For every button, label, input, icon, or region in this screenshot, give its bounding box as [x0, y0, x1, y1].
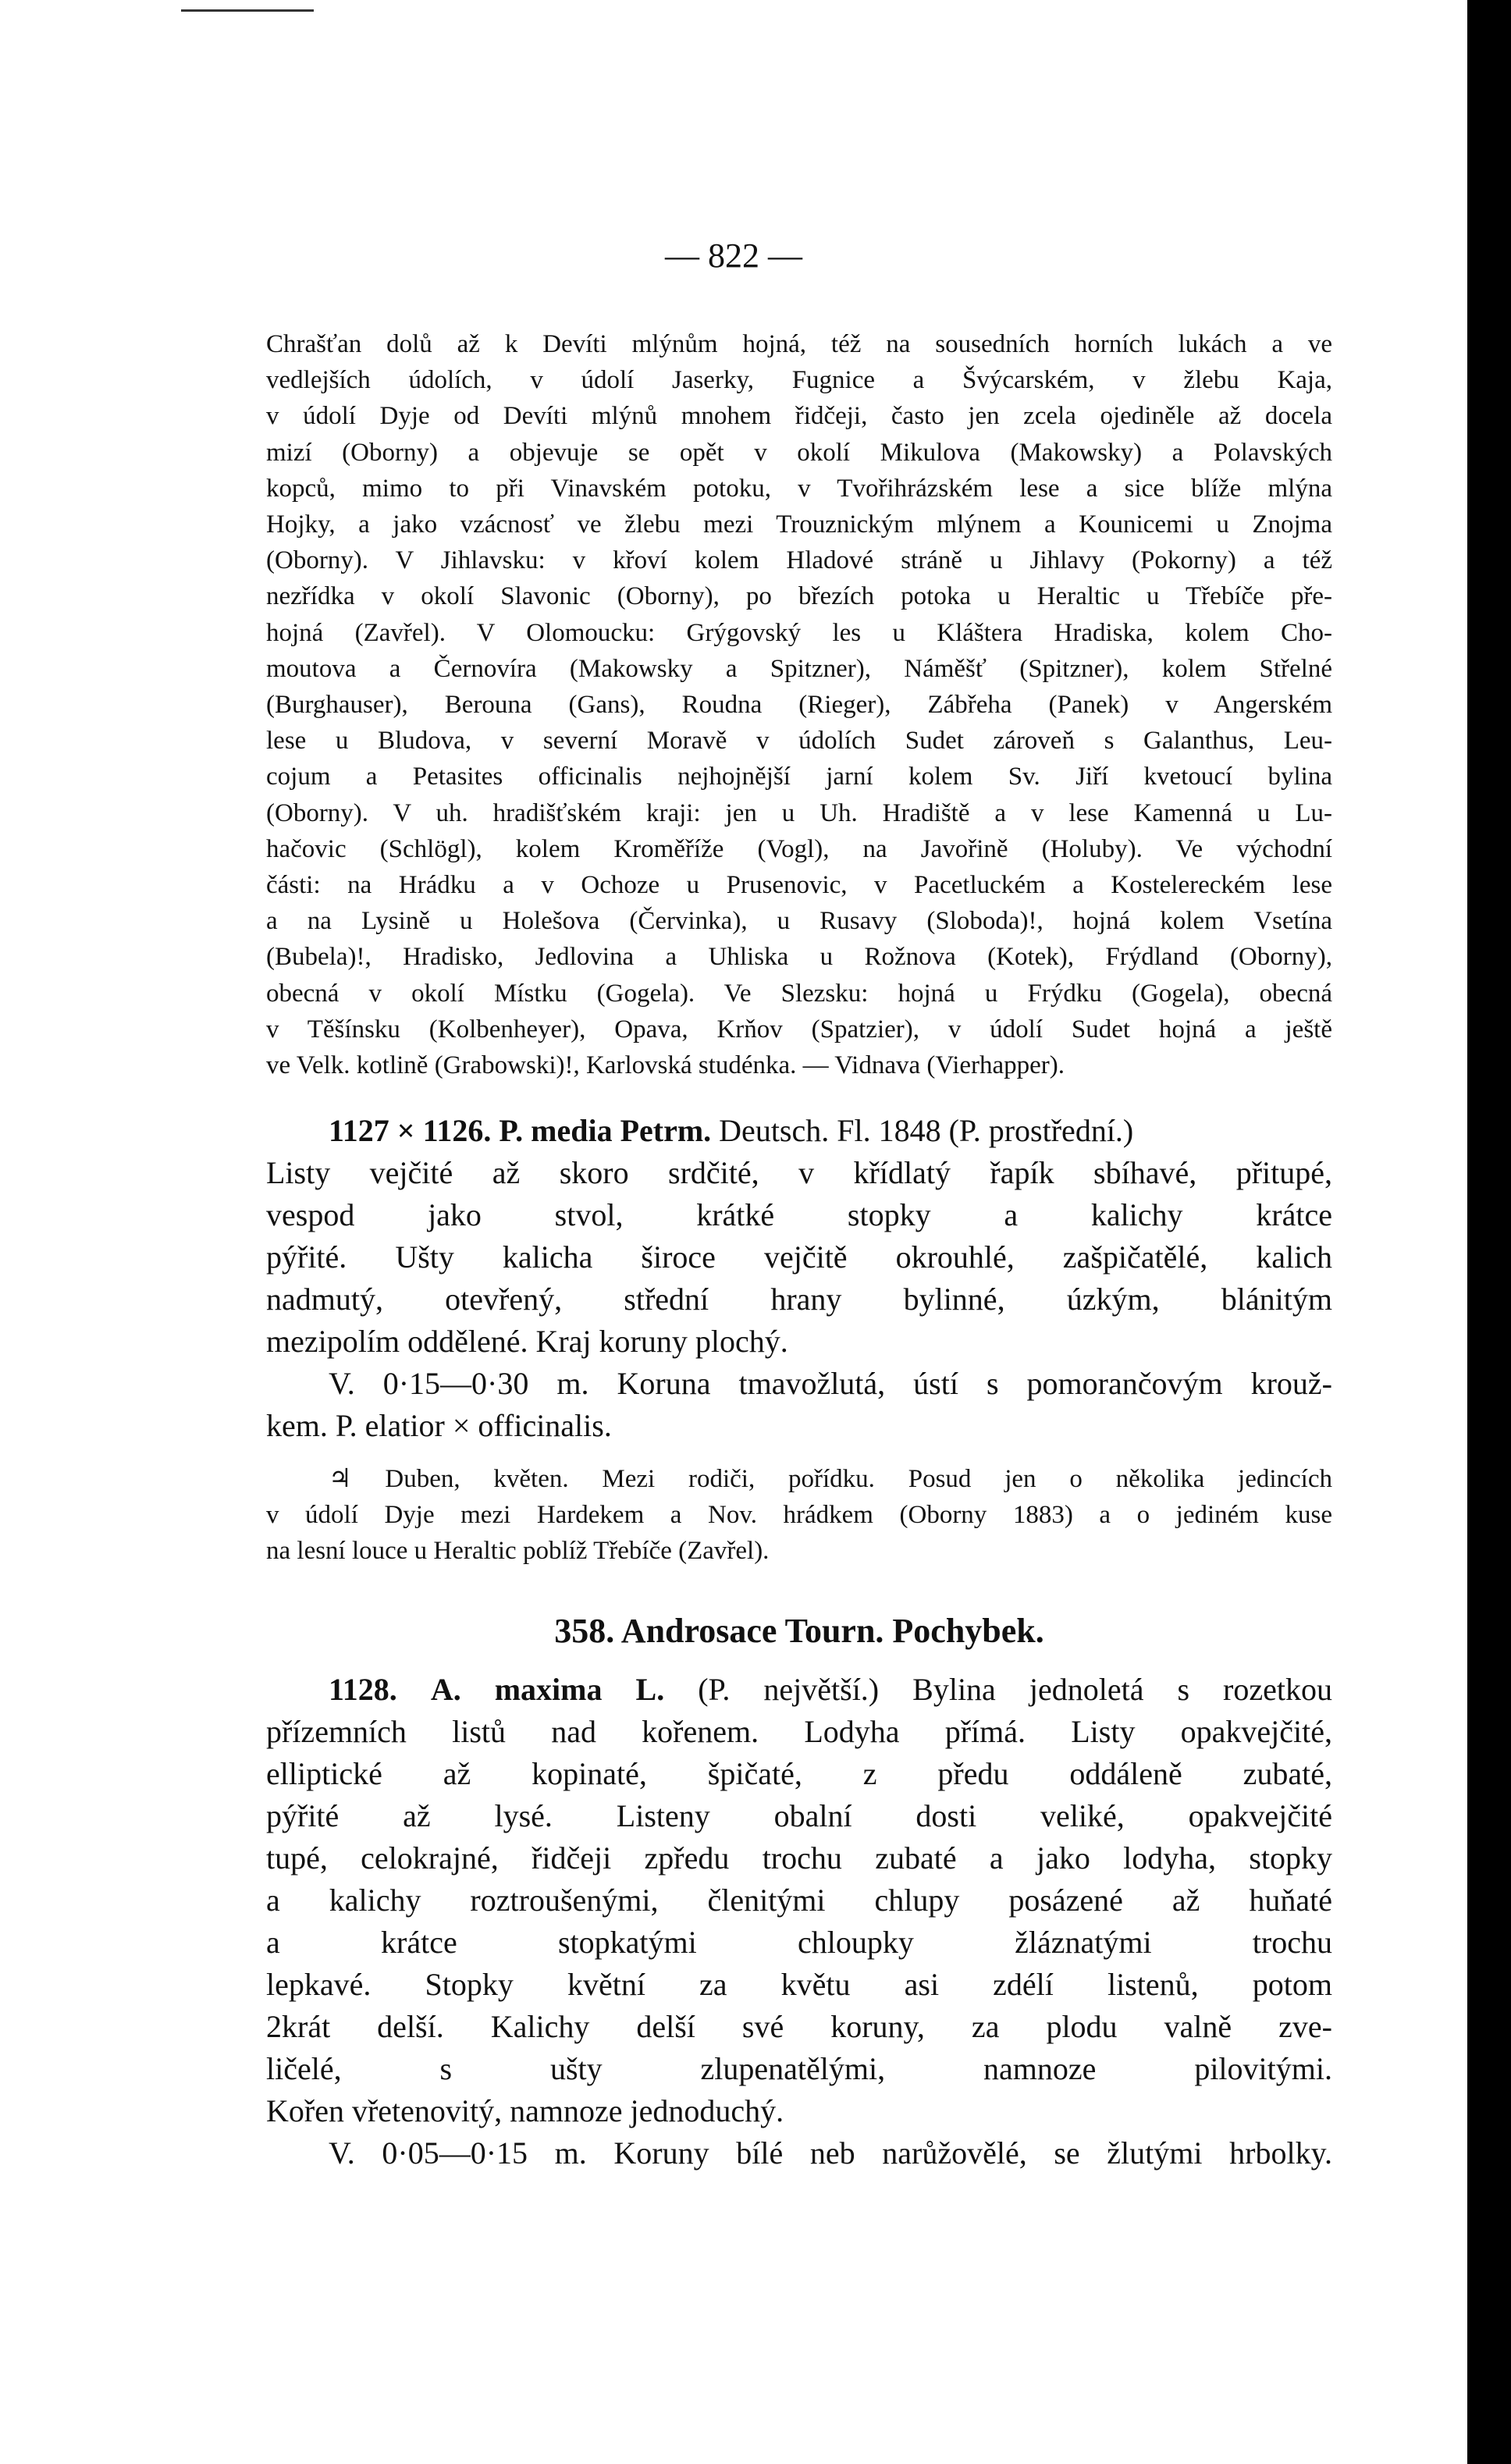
page-number: — 822 —	[665, 236, 802, 275]
text-line: cojum a Petasites officinalis nejhojnější jarní kolem Sv. Jiří kvetoucí bylina	[266, 763, 1332, 791]
size-line: V. 0·05—0·15 m. Koruny bílé neb narůžovělé, se žlutými hrbolky.	[329, 2135, 1332, 2171]
scan-border	[1467, 0, 1511, 2464]
phenology-line: ♃ Duben, květen. Mezi rodiči, pořídku. Posud jen o několika jedincích	[329, 1465, 1332, 1493]
text-line: v Těšínsku (Kolbenheyer), Opava, Krňov (Spatzier), v údolí Sudet hojná a ještě	[266, 1015, 1332, 1044]
text-line: vedlejších údolích, v údolí Jaserky, Fugnice a Švýcarském, v žlebu Kaja,	[266, 366, 1332, 395]
entry-1128	[266, 1669, 1332, 2174]
entry-number: 1127 × 1126.	[329, 1113, 492, 1148]
description-line: Listy vejčité až skoro srdčité, v křídlatý řapík sbíhavé, přitupé,	[266, 1155, 1332, 1190]
text-line: (Oborny). V Jihlavsku: v křoví kolem Hladové stráně u Jihlavy (Pokorny) a též	[266, 546, 1332, 575]
entry-1127	[266, 1110, 1332, 1447]
description-line: a krátce stopkatými chloupky žláznatými trochu	[266, 1925, 1332, 1960]
citation: Deutsch. Fl. 1848 (P. prostřední.)	[719, 1113, 1134, 1148]
description-line: elliptické až kopinaté, špičaté, z předu oddáleně zubaté,	[266, 1756, 1332, 1791]
description-line: nadmutý, otevřený, střední hrany bylinné, úzkým, blánitým	[266, 1282, 1332, 1317]
size-line: V. 0·15—0·30 m. Koruna tmavožlutá, ústí s pomorančovým krouž-	[329, 1366, 1332, 1401]
phenology-line: na lesní louce u Heraltic poblíž Třebíče (Zavřel).	[266, 1537, 770, 1566]
entry-number: 1128.	[329, 1672, 397, 1707]
genus-heading: 358. Androsace Tourn. Pochybek.	[554, 1612, 1044, 1650]
phenology-1127	[266, 1461, 1332, 1570]
description-line: pýřité. Ušty kalicha široce vejčitě okrouhlé, zašpičatělé, kalich	[266, 1239, 1332, 1275]
text-line: kopců, mimo to při Vinavském potoku, v Tvořihrázském lese a sice blíže mlýna	[266, 474, 1332, 503]
text-line: (Burghauser), Berouna (Gans), Roudna (Rieger), Zábřeha (Panek) v Angerském	[266, 691, 1332, 720]
text-line: lese u Bludova, v severní Moravě v údolích Sudet zároveň s Galanthus, Leu-	[266, 727, 1332, 756]
entry-heading	[266, 1110, 1332, 1152]
text-line: moutova a Černovíra (Makowsky a Spitzner), Náměšť (Spitzner), kolem Střelné	[266, 654, 1332, 683]
phenology-line: v údolí Dyje mezi Hardekem a Nov. hrádkem (Oborny 1883) a o jediném kuse	[266, 1501, 1332, 1530]
text-line: hačovic (Schlögl), kolem Kroměříže (Vogl), na Javořině (Holuby). Ve východní	[266, 834, 1332, 863]
text-line: Chrašťan dolů až k Devíti mlýnům hojná, též na sousedních horních lukách a ve	[266, 330, 1332, 358]
description-line: 2krát delší. Kalichy delší své koruny, za plodu valně zve-	[266, 2009, 1332, 2044]
size-line: kem. P. elatior × officinalis.	[266, 1408, 612, 1443]
description-line: mezipolím oddělené. Kraj koruny plochý.	[266, 1324, 788, 1359]
text-line: ve Velk. kotlině (Grabowski)!, Karlovská studénka. — Vidnava (Vierhapper).	[266, 1051, 1065, 1080]
text-line: (Bubela)!, Hradisko, Jedlovina a Uhliska u Rožnova (Kotek), Frýdland (Oborny),	[266, 943, 1332, 972]
text-line: mizí (Oborny) a objevuje se opět v okolí Mikulova (Makowsky) a Polavských	[266, 438, 1332, 467]
description-line: vespod jako stvol, krátké stopky a kalichy krátce	[266, 1197, 1332, 1232]
description-line: tupé, celokrajné, řidčeji zpředu trochu zubaté a jako lodyha, stopky	[266, 1840, 1332, 1876]
text-line: (Oborny). V uh. hradišťském kraji: jen u Uh. Hradiště a v lese Kamenná u Lu-	[266, 798, 1332, 827]
description-line: lepkavé. Stopky květní za květu asi zdélí listenů, potom	[266, 1967, 1332, 2002]
text-line: části: na Hrádku a v Ochoze u Prusenovic, v Pacetluckém a Kostelereckém lese	[266, 871, 1332, 900]
description-line: pýřité až lysé. Listeny obalní dosti veliké, opakvejčité	[266, 1798, 1332, 1833]
text-line: obecná v okolí Místku (Gogela). Ve Slezsku: hojná u Frýdku (Gogela), obecná	[266, 979, 1332, 1008]
scan-top-mark	[181, 0, 314, 12]
description-line: a kalichy roztroušenými, členitými chlupy posázené až huňaté	[266, 1883, 1332, 1918]
description-line: (P. největší.) Bylina jednoletá s rozetkou	[698, 1672, 1332, 1707]
species-name: P. media Petrm.	[499, 1113, 712, 1148]
description-line: přízemních listů nad kořenem. Lodyha přímá. Listy opakvejčité,	[266, 1714, 1332, 1749]
text-line: hojná (Zavřel). V Olomoucku: Grýgovský les u Kláštera Hradiska, kolem Cho-	[266, 618, 1332, 647]
text-line: nezřídka v okolí Slavonic (Oborny), po březích potoka u Heraltic u Třebíče pře-	[266, 582, 1332, 611]
species-name: A. maxima L.	[430, 1672, 665, 1707]
description-line: ličelé, s ušty zlupenatělými, namnoze pilovitými.	[266, 2051, 1332, 2086]
entry-heading	[266, 1669, 1332, 1711]
text-line: Hojky, a jako vzácnosť ve žlebu mezi Trouznickým mlýnem a Kounicemi u Znojma	[266, 510, 1332, 539]
intro-paragraph	[266, 326, 1332, 1083]
text-line: v údolí Dyje od Devíti mlýnů mnohem řidčeji, často jen zcela ojediněle až docela	[266, 402, 1332, 431]
description-line: Kořen vřetenovitý, namnoze jednoduchý.	[266, 2093, 784, 2128]
text-line: a na Lysině u Holešova (Červinka), u Rusavy (Sloboda)!, hojná kolem Vsetína	[266, 907, 1332, 936]
